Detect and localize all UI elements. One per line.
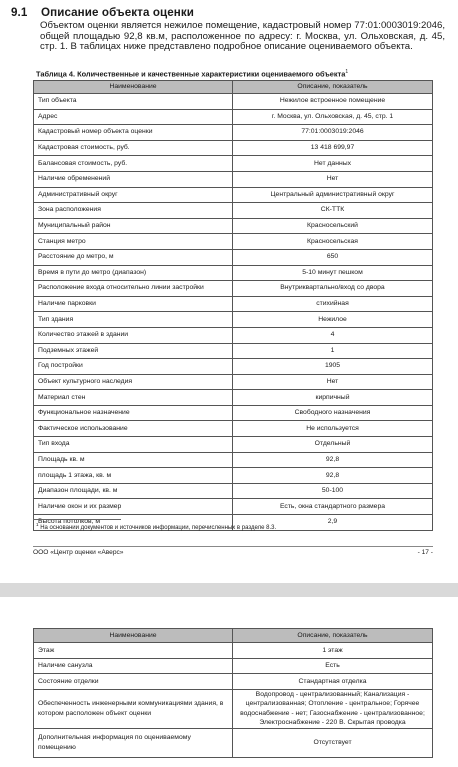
row-value-cell: Красносельская: [233, 234, 433, 250]
row-value-cell: 50-100: [233, 483, 433, 499]
header-value-cell: Описание, показатель: [233, 629, 433, 643]
table-row: [34, 390, 433, 406]
table-row: [34, 483, 433, 499]
row-name-cell: Состояние отделки: [34, 674, 233, 690]
table-row: [34, 658, 433, 674]
row-value-cell: Не используется: [233, 421, 433, 437]
footer-divider: [33, 546, 433, 547]
row-name-cell: Дополнительная информация по оцениваемому помещению: [34, 728, 233, 757]
table-row: [34, 405, 433, 421]
row-name-cell: Кадастровая стоимость, руб.: [34, 140, 233, 156]
table-row: [34, 249, 433, 265]
table-caption-footnote-ref: 1: [345, 69, 349, 75]
table-header-row: [34, 81, 433, 94]
footer-page-number: - 17 -: [417, 549, 433, 556]
row-value-cell: Нет: [233, 374, 433, 390]
table-row: [34, 218, 433, 234]
footnote-marker: 1: [36, 522, 39, 527]
table-row: [34, 437, 433, 453]
row-name-cell: Станция метро: [34, 234, 233, 250]
row-value-cell: 77:01:0003019:2046: [233, 125, 433, 141]
table-row: [34, 281, 433, 297]
row-value-cell: 650: [233, 249, 433, 265]
row-name-cell: площадь 1 этажа, кв. м: [34, 468, 233, 484]
table-row: [34, 234, 433, 250]
footnote: [36, 522, 276, 531]
table-row: [34, 359, 433, 375]
table-row: [34, 156, 433, 172]
table-row: [34, 140, 433, 156]
table-row: [34, 296, 433, 312]
row-name-cell: Материал стен: [34, 390, 233, 406]
row-name-cell: Функциональное назначение: [34, 405, 233, 421]
table-caption-text: Таблица 4. Количественные и качественные характеристики оцениваемого объекта: [36, 69, 346, 79]
table-row: [34, 312, 433, 328]
row-name-cell: Наличие парковки: [34, 296, 233, 312]
row-value-cell: Есть, окна стандартного размера: [233, 499, 433, 515]
row-name-cell: Диапазон площади, кв. м: [34, 483, 233, 499]
table-row: [34, 265, 433, 281]
row-value-cell: 92,8: [233, 452, 433, 468]
table-row: [34, 728, 433, 757]
row-value-cell: Нет данных: [233, 156, 433, 172]
row-value-cell: 92,8: [233, 468, 433, 484]
row-value-cell: Нежилое: [233, 312, 433, 328]
table-row: [34, 171, 433, 187]
row-value-cell: Свободного назначения: [233, 405, 433, 421]
row-name-cell: Наличие санузла: [34, 658, 233, 674]
row-value-cell: 5-10 минут пешком: [233, 265, 433, 281]
table-caption: [36, 69, 348, 78]
row-value-cell: кирпичный: [233, 390, 433, 406]
table-row: [34, 327, 433, 343]
table-row: [34, 421, 433, 437]
row-value-cell: 1: [233, 343, 433, 359]
row-value-cell: Нежилое встроенное помещение: [233, 94, 433, 110]
row-name-cell: Тип входа: [34, 437, 233, 453]
section-heading: [11, 6, 194, 19]
header-value-cell: Описание, показатель: [233, 81, 433, 94]
table-row: [34, 499, 433, 515]
row-value-cell: СК-ТТК: [233, 203, 433, 219]
row-name-cell: Муниципальный район: [34, 218, 233, 234]
row-name-cell: Площадь кв. м: [34, 452, 233, 468]
table-row: [34, 452, 433, 468]
table-row: [34, 203, 433, 219]
row-value-cell: Нет: [233, 171, 433, 187]
footnote-divider: [33, 519, 121, 520]
row-name-cell: Тип здания: [34, 312, 233, 328]
table-header-row: [34, 629, 433, 643]
row-name-cell: Объект культурного наследия: [34, 374, 233, 390]
table-row: [34, 689, 433, 728]
table-row: [34, 643, 433, 659]
table-row: [34, 374, 433, 390]
row-name-cell: Этаж: [34, 643, 233, 659]
table-row: [34, 125, 433, 141]
row-name-cell: Подземных этажей: [34, 343, 233, 359]
row-name-cell: Год постройки: [34, 359, 233, 375]
row-value-cell: 2,9: [233, 515, 433, 531]
table-row: [34, 468, 433, 484]
table-row: [34, 674, 433, 690]
row-name-cell: Обеспеченность инженерными коммуникациями здания, в котором расположен объект оценки: [34, 689, 233, 728]
row-value-cell: 1905: [233, 359, 433, 375]
header-name-cell: Наименование: [34, 81, 233, 94]
row-value-cell: 13 418 699,97: [233, 140, 433, 156]
characteristics-table: [33, 80, 433, 531]
row-name-cell: Административный округ: [34, 187, 233, 203]
row-value-cell: г. Москва, ул. Ольховская, д. 45, стр. 1: [233, 109, 433, 125]
row-name-cell: Балансовая стоимость, руб.: [34, 156, 233, 172]
row-name-cell: Тип объекта: [34, 94, 233, 110]
intro-paragraph: Объектом оценки является нежилое помещение, кадастровый номер 77:01:0003019:2046, общей площадью 92,8 кв.м, расположенное по адресу: г. Москва, ул. Ольховская, д. 45, стр. 1. В таблицах ниже представлено подробное описание оцениваемого объекта.: [40, 20, 445, 53]
row-name-cell: Количество этажей в здании: [34, 327, 233, 343]
row-value-cell: Водопровод - централизованный; Канализация - централизованная; Отопление - центральное; Горячее водоснабжение - нет; Газоснабжение - централизованное; Электроснабжение - 220 В. Скрытая проводка: [233, 689, 433, 728]
table-row: [34, 94, 433, 110]
table-row: [34, 109, 433, 125]
row-value-cell: стихийная: [233, 296, 433, 312]
table-row: [34, 343, 433, 359]
row-value-cell: 1 этаж: [233, 643, 433, 659]
row-value-cell: Красносельский: [233, 218, 433, 234]
footer-company: ООО «Центр оценки «Аверс»: [33, 549, 124, 556]
row-value-cell: Есть: [233, 658, 433, 674]
row-value-cell: 4: [233, 327, 433, 343]
row-name-cell: Расстояние до метро, м: [34, 249, 233, 265]
row-name-cell: Адрес: [34, 109, 233, 125]
characteristics-table-continued: [33, 628, 433, 758]
row-name-cell: Наличие окон и их размер: [34, 499, 233, 515]
row-value-cell: Отсутствует: [233, 728, 433, 757]
row-value-cell: Внутриквартально/вход со двора: [233, 281, 433, 297]
row-name-cell: Высота потолков, м: [34, 515, 233, 531]
row-name-cell: Кадастровый номер объекта оценки: [34, 125, 233, 141]
row-value-cell: Отдельный: [233, 437, 433, 453]
header-name-cell: Наименование: [34, 629, 233, 643]
document-page-2: [0, 597, 458, 767]
row-name-cell: Фактическое использование: [34, 421, 233, 437]
section-number: 9.1: [11, 6, 28, 19]
row-name-cell: Время в пути до метро (диапазон): [34, 265, 233, 281]
row-name-cell: Наличие обременений: [34, 171, 233, 187]
table-row: [34, 187, 433, 203]
row-value-cell: Стандартная отделка: [233, 674, 433, 690]
row-name-cell: Зона расположения: [34, 203, 233, 219]
row-name-cell: Расположение входа относительно линии застройки: [34, 281, 233, 297]
section-title: Описание объекта оценки: [41, 6, 195, 19]
row-value-cell: Центральный административный округ: [233, 187, 433, 203]
footnote-text: На основании документов и источников информации, перечисленных в разделе 8.3.: [40, 525, 277, 531]
